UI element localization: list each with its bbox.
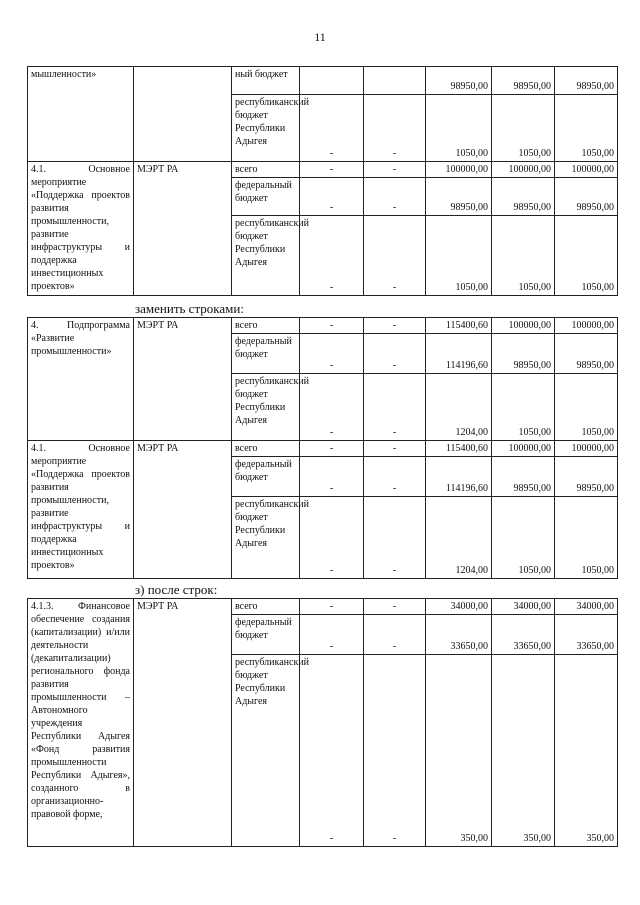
source-label: федеральный бюджет xyxy=(232,178,300,216)
activity-name: мышленности» xyxy=(28,67,134,162)
table-row xyxy=(28,599,618,615)
source-label: республиканский бюджет Республики Адыгея xyxy=(232,216,300,296)
value-cell: - xyxy=(364,655,426,847)
value-cell: - xyxy=(364,216,426,296)
value-cell: - xyxy=(300,162,364,178)
value-cell: 33650,00 xyxy=(555,615,618,655)
value-cell: 1050,00 xyxy=(555,374,618,441)
executor: МЭРТ РА xyxy=(134,318,232,441)
value-cell: 1050,00 xyxy=(492,216,555,296)
source-label: всего xyxy=(232,162,300,178)
value-cell: 350,00 xyxy=(555,655,618,847)
activity-name: 4.1. Основное мероприятие «Поддержка проектов развития промышленности, развитие инфраструктуры и поддержка инвестиционных проектов» xyxy=(28,441,134,579)
page-number: 11 xyxy=(314,30,326,44)
value-cell: - xyxy=(300,318,364,334)
value-cell: - xyxy=(300,334,364,374)
table-row xyxy=(28,67,618,95)
value-cell: 1050,00 xyxy=(426,95,492,162)
value-cell: - xyxy=(364,334,426,374)
value-cell: - xyxy=(364,615,426,655)
value-cell: 114196,60 xyxy=(426,457,492,497)
value-cell: - xyxy=(364,95,426,162)
value-cell: 100000,00 xyxy=(492,162,555,178)
value-cell: - xyxy=(300,374,364,441)
value-cell: 98950,00 xyxy=(426,67,492,95)
value-cell: - xyxy=(364,318,426,334)
value-cell: 34000,00 xyxy=(492,599,555,615)
source-label: республиканский бюджет Республики Адыгея xyxy=(232,374,300,441)
value-cell: - xyxy=(300,655,364,847)
activity-name: 4. Подпрограмма «Развитие промышленности» xyxy=(28,318,134,441)
value-cell: 98950,00 xyxy=(492,334,555,374)
after-rows-heading: з) после строк: xyxy=(135,582,218,597)
value-cell: - xyxy=(364,374,426,441)
source-label: республиканский бюджет Республики Адыгея xyxy=(232,95,300,162)
source-label: федеральный бюджет xyxy=(232,334,300,374)
value-cell: - xyxy=(364,162,426,178)
value-cell: 115400,60 xyxy=(426,441,492,457)
value-cell: - xyxy=(300,457,364,497)
value-cell xyxy=(364,67,426,95)
value-cell: 34000,00 xyxy=(426,599,492,615)
value-cell: 100000,00 xyxy=(492,318,555,334)
value-cell: 98950,00 xyxy=(555,334,618,374)
value-cell: 1050,00 xyxy=(492,95,555,162)
executor xyxy=(134,67,232,162)
value-cell: - xyxy=(300,497,364,579)
budget-table-replacement xyxy=(27,317,618,579)
source-label: федеральный бюджет xyxy=(232,615,300,655)
value-cell: 100000,00 xyxy=(555,441,618,457)
budget-table-original xyxy=(27,66,618,296)
value-cell: 98950,00 xyxy=(555,457,618,497)
source-label: республиканский бюджет Республики Адыгея xyxy=(232,655,300,847)
value-cell: 350,00 xyxy=(426,655,492,847)
value-cell: 98950,00 xyxy=(492,178,555,216)
value-cell: 1050,00 xyxy=(555,216,618,296)
value-cell: 34000,00 xyxy=(555,599,618,615)
value-cell: 1050,00 xyxy=(426,216,492,296)
value-cell: 1050,00 xyxy=(555,497,618,579)
value-cell: - xyxy=(364,497,426,579)
value-cell: 98950,00 xyxy=(492,457,555,497)
source-label: федеральный бюджет xyxy=(232,457,300,497)
activity-name: 4.1.3. Финансовое обеспечение создания (капитализации) и/или деятельности (декапитализации) регионального фонда развития промышленности – Автономного учреждения Республики Адыгея «Фонд развития промышленности Республики Адыгея», созданного в организационно-правовой форме, xyxy=(28,599,134,847)
value-cell: 98950,00 xyxy=(555,67,618,95)
value-cell: 114196,60 xyxy=(426,334,492,374)
value-cell: 98950,00 xyxy=(555,178,618,216)
source-label: всего xyxy=(232,318,300,334)
value-cell: - xyxy=(300,615,364,655)
replace-heading: заменить строками: xyxy=(135,301,244,316)
value-cell: 1050,00 xyxy=(555,95,618,162)
value-cell: - xyxy=(300,599,364,615)
executor: МЭРТ РА xyxy=(134,599,232,847)
value-cell: - xyxy=(364,178,426,216)
source-label: всего xyxy=(232,599,300,615)
value-cell: - xyxy=(364,441,426,457)
value-cell: 33650,00 xyxy=(492,615,555,655)
executor: МЭРТ РА xyxy=(134,441,232,579)
source-label: ный бюджет xyxy=(232,67,300,95)
table-row xyxy=(28,318,618,334)
value-cell: 100000,00 xyxy=(492,441,555,457)
value-cell: 1204,00 xyxy=(426,374,492,441)
activity-name: 4.1. Основное мероприятие «Поддержка проектов развития промышленности, развитие инфраструктуры и поддержка инвестиционных проектов» xyxy=(28,162,134,296)
value-cell: - xyxy=(300,178,364,216)
value-cell: - xyxy=(300,95,364,162)
value-cell: 100000,00 xyxy=(426,162,492,178)
budget-table-insert-after xyxy=(27,598,618,847)
value-cell: 350,00 xyxy=(492,655,555,847)
value-cell: 100000,00 xyxy=(555,162,618,178)
source-label: всего xyxy=(232,441,300,457)
value-cell: - xyxy=(364,457,426,497)
value-cell: 33650,00 xyxy=(426,615,492,655)
value-cell: - xyxy=(300,441,364,457)
value-cell: 1050,00 xyxy=(492,374,555,441)
value-cell: - xyxy=(364,599,426,615)
value-cell: - xyxy=(300,216,364,296)
value-cell xyxy=(300,67,364,95)
value-cell: 98950,00 xyxy=(426,178,492,216)
source-label: республиканский бюджет Республики Адыгея xyxy=(232,497,300,579)
table-row xyxy=(28,162,618,178)
value-cell: 115400,60 xyxy=(426,318,492,334)
value-cell: 1050,00 xyxy=(492,497,555,579)
value-cell: 1204,00 xyxy=(426,497,492,579)
value-cell: 98950,00 xyxy=(492,67,555,95)
value-cell: 100000,00 xyxy=(555,318,618,334)
table-row xyxy=(28,441,618,457)
executor: МЭРТ РА xyxy=(134,162,232,296)
